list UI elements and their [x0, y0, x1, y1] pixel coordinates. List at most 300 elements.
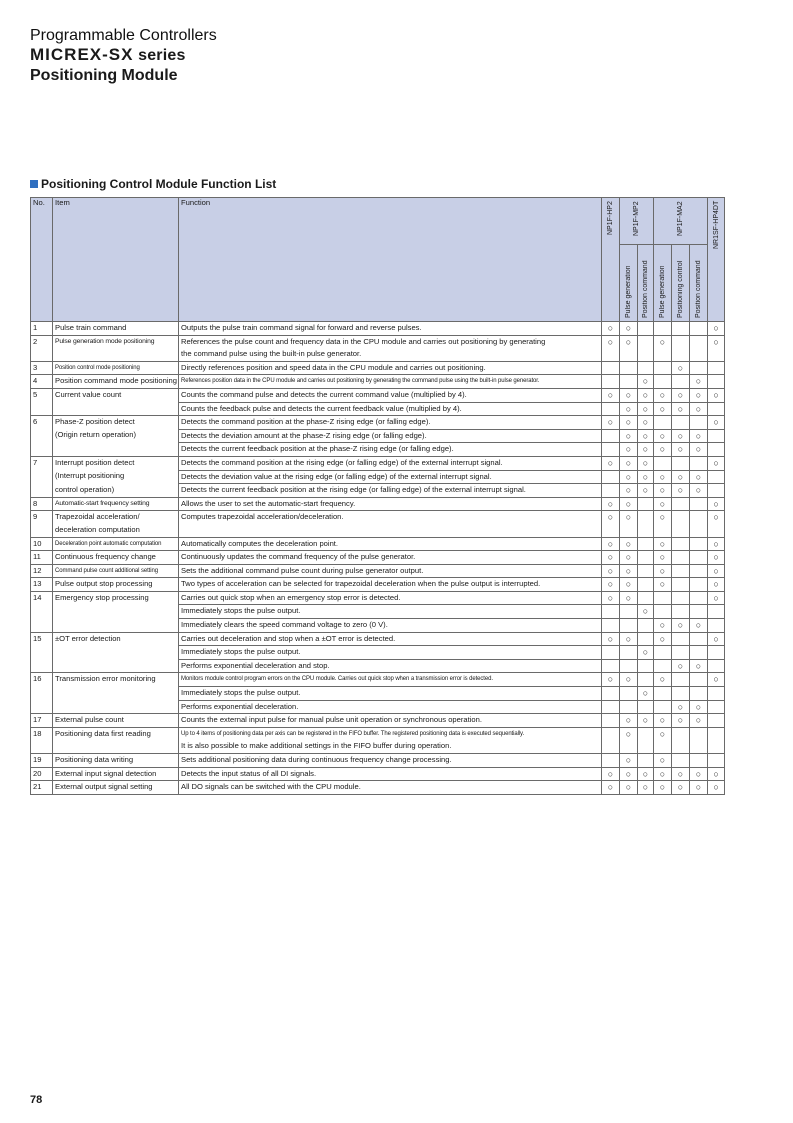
row-item: deceleration computation — [53, 524, 179, 537]
table-row — [31, 524, 725, 537]
empty-cell — [672, 416, 690, 430]
support-mark: ○ — [620, 388, 638, 402]
row-number — [31, 740, 53, 753]
empty-cell — [654, 456, 672, 470]
support-mark: ○ — [620, 754, 638, 768]
row-function: Detects the deviation amount at the phase-Z rising edge (or falling edge). — [179, 429, 602, 443]
row-function: Directly references position and speed data in the CPU module and carries out positioning. — [179, 361, 602, 375]
empty-cell — [690, 335, 708, 348]
empty-cell — [690, 348, 708, 361]
empty-cell — [602, 619, 620, 633]
empty-cell — [638, 700, 654, 714]
table-row — [31, 551, 725, 565]
support-mark: ○ — [602, 511, 620, 524]
empty-cell — [620, 524, 638, 537]
support-mark: ○ — [690, 429, 708, 443]
series-suffix: series — [133, 47, 186, 64]
empty-cell — [602, 687, 620, 701]
empty-cell — [690, 497, 708, 511]
table-row — [31, 591, 725, 605]
support-mark: ○ — [602, 551, 620, 565]
table-row — [31, 659, 725, 673]
support-mark: ○ — [654, 564, 672, 578]
row-item: Command pulse count additional setting — [53, 564, 179, 578]
empty-cell — [602, 375, 620, 389]
row-function: Performs exponential deceleration. — [179, 700, 602, 714]
row-item: ±OT error detection — [53, 632, 179, 646]
support-mark: ○ — [690, 470, 708, 484]
empty-cell — [672, 335, 690, 348]
support-mark: ○ — [638, 767, 654, 781]
empty-cell — [690, 754, 708, 768]
table-row — [31, 687, 725, 701]
row-function: Counts the external input pulse for manual pulse unit operation or synchronous operation. — [179, 714, 602, 728]
row-item: Emergency stop processing — [53, 591, 179, 605]
empty-cell — [638, 348, 654, 361]
row-function: Carries out deceleration and stop when a ±OT error is detected. — [179, 632, 602, 646]
row-number: 18 — [31, 727, 53, 740]
empty-cell — [708, 443, 725, 457]
row-function: Up to 4 items of positioning data per axis can be registered in the FIFO buffer. The registered positioning data is executed sequentially. — [179, 727, 602, 740]
row-item: Position control mode positioning — [53, 361, 179, 375]
row-function: Detects the command position at the rising edge (or falling edge) of the external interrupt signal. — [179, 456, 602, 470]
table-row — [31, 619, 725, 633]
empty-cell — [690, 727, 708, 740]
table-row — [31, 335, 725, 348]
support-mark: ○ — [620, 781, 638, 795]
support-mark: ○ — [620, 727, 638, 740]
table-header-row-1 — [31, 198, 725, 245]
support-mark: ○ — [620, 429, 638, 443]
empty-cell — [708, 484, 725, 498]
row-number: 3 — [31, 361, 53, 375]
support-mark: ○ — [620, 402, 638, 416]
row-item — [53, 605, 179, 619]
support-mark: ○ — [708, 388, 725, 402]
support-mark: ○ — [638, 402, 654, 416]
table-row — [31, 727, 725, 740]
row-function: Counts the command pulse and detects the current command value (multiplied by 4). — [179, 388, 602, 402]
row-item: (Interrupt positioning — [53, 470, 179, 484]
row-number — [31, 402, 53, 416]
empty-cell — [620, 619, 638, 633]
empty-cell — [690, 564, 708, 578]
empty-cell — [638, 740, 654, 753]
empty-cell — [708, 754, 725, 768]
support-mark: ○ — [708, 322, 725, 336]
empty-cell — [690, 740, 708, 753]
empty-cell — [708, 361, 725, 375]
row-function: Automatically computes the deceleration point. — [179, 537, 602, 551]
row-item: Pulse train command — [53, 322, 179, 336]
row-function: Monitors module control program errors on the CPU module. Carries out quick stop when a transmission error is detected. — [179, 673, 602, 687]
support-mark: ○ — [708, 632, 725, 646]
empty-cell — [708, 348, 725, 361]
row-function: Detects the deviation value at the rising edge (or falling edge) of the external interrupt signal. — [179, 470, 602, 484]
empty-cell — [638, 578, 654, 592]
empty-cell — [672, 524, 690, 537]
support-mark: ○ — [620, 714, 638, 728]
row-item: Pulse output stop processing — [53, 578, 179, 592]
row-item: Positioning data first reading — [53, 727, 179, 740]
support-mark: ○ — [620, 443, 638, 457]
row-function: Computes trapezoidal acceleration/deceleration. — [179, 511, 602, 524]
row-function: the command pulse using the built-in pulse generator. — [179, 348, 602, 361]
row-function: Immediately stops the pulse output. — [179, 687, 602, 701]
support-mark: ○ — [638, 429, 654, 443]
row-item — [53, 740, 179, 753]
support-mark: ○ — [672, 429, 690, 443]
row-item: Current value count — [53, 388, 179, 402]
support-mark: ○ — [602, 456, 620, 470]
support-mark: ○ — [708, 497, 725, 511]
support-mark: ○ — [654, 754, 672, 768]
support-mark: ○ — [708, 335, 725, 348]
empty-cell — [708, 470, 725, 484]
table-row — [31, 564, 725, 578]
support-mark: ○ — [602, 632, 620, 646]
empty-cell — [672, 537, 690, 551]
row-function: Carries out quick stop when an emergency stop error is detected. — [179, 591, 602, 605]
row-number: 5 — [31, 388, 53, 402]
row-item: Positioning data writing — [53, 754, 179, 768]
empty-cell — [690, 524, 708, 537]
empty-cell — [638, 564, 654, 578]
row-item — [53, 646, 179, 660]
row-number: 2 — [31, 335, 53, 348]
empty-cell — [690, 578, 708, 592]
empty-cell — [708, 740, 725, 753]
row-number: 17 — [31, 714, 53, 728]
empty-cell — [708, 524, 725, 537]
empty-cell — [602, 524, 620, 537]
empty-cell — [620, 348, 638, 361]
support-mark: ○ — [654, 673, 672, 687]
table-row — [31, 322, 725, 336]
support-mark: ○ — [672, 443, 690, 457]
empty-cell — [620, 375, 638, 389]
row-function: Two types of acceleration can be selected for trapezoidal deceleration when the pulse output is interrupted. — [179, 578, 602, 592]
support-mark: ○ — [602, 591, 620, 605]
support-mark: ○ — [654, 619, 672, 633]
support-mark: ○ — [672, 781, 690, 795]
row-function: Sets the additional command pulse count during pulse generator output. — [179, 564, 602, 578]
row-number — [31, 348, 53, 361]
support-mark: ○ — [602, 781, 620, 795]
support-mark: ○ — [690, 402, 708, 416]
row-number: 14 — [31, 591, 53, 605]
empty-cell — [654, 375, 672, 389]
row-function: Detects the current feedback position at the rising edge (or falling edge) of the external interrupt signal. — [179, 484, 602, 498]
row-item: External pulse count — [53, 714, 179, 728]
row-number: 20 — [31, 767, 53, 781]
support-mark: ○ — [672, 619, 690, 633]
empty-cell — [638, 754, 654, 768]
empty-cell — [654, 361, 672, 375]
header-item: Item — [53, 198, 179, 322]
row-function: Continuously updates the command frequency of the pulse generator. — [179, 551, 602, 565]
support-mark: ○ — [690, 714, 708, 728]
table-row — [31, 767, 725, 781]
support-mark: ○ — [672, 470, 690, 484]
empty-cell — [602, 727, 620, 740]
header-model-mp2: NP1F-MP2 — [620, 198, 654, 245]
support-mark: ○ — [654, 511, 672, 524]
row-function: References the pulse count and frequency data in the CPU module and carries out positioning by generating — [179, 335, 602, 348]
support-mark: ○ — [654, 497, 672, 511]
support-mark: ○ — [620, 511, 638, 524]
header-no: No. — [31, 198, 53, 322]
empty-cell — [620, 740, 638, 753]
empty-cell — [672, 511, 690, 524]
empty-cell — [672, 322, 690, 336]
empty-cell — [672, 740, 690, 753]
table-row — [31, 605, 725, 619]
support-mark: ○ — [638, 456, 654, 470]
row-function: Performs exponential deceleration and stop. — [179, 659, 602, 673]
row-item: Deceleration point automatic computation — [53, 537, 179, 551]
row-item: control operation) — [53, 484, 179, 498]
row-number — [31, 659, 53, 673]
empty-cell — [654, 605, 672, 619]
support-mark: ○ — [654, 335, 672, 348]
empty-cell — [672, 754, 690, 768]
row-item — [53, 443, 179, 457]
row-number — [31, 605, 53, 619]
table-row — [31, 537, 725, 551]
empty-cell — [672, 687, 690, 701]
row-number: 8 — [31, 497, 53, 511]
support-mark: ○ — [638, 388, 654, 402]
support-mark: ○ — [602, 416, 620, 430]
table-row — [31, 361, 725, 375]
support-mark: ○ — [620, 551, 638, 565]
row-number: 11 — [31, 551, 53, 565]
empty-cell — [602, 443, 620, 457]
empty-cell — [620, 646, 638, 660]
row-number: 16 — [31, 673, 53, 687]
row-item: Trapezoidal acceleration/ — [53, 511, 179, 524]
row-number: 1 — [31, 322, 53, 336]
table-row — [31, 511, 725, 524]
table-row — [31, 470, 725, 484]
empty-cell — [672, 497, 690, 511]
empty-cell — [638, 619, 654, 633]
table-row — [31, 673, 725, 687]
empty-cell — [638, 322, 654, 336]
empty-cell — [638, 511, 654, 524]
empty-cell — [672, 564, 690, 578]
row-number: 19 — [31, 754, 53, 768]
support-mark: ○ — [708, 456, 725, 470]
row-function: Immediately stops the pulse output. — [179, 646, 602, 660]
support-mark: ○ — [620, 632, 638, 646]
support-mark: ○ — [620, 335, 638, 348]
table-row — [31, 429, 725, 443]
empty-cell — [654, 659, 672, 673]
support-mark: ○ — [672, 388, 690, 402]
support-mark: ○ — [602, 564, 620, 578]
row-number: 10 — [31, 537, 53, 551]
empty-cell — [602, 402, 620, 416]
empty-cell — [672, 673, 690, 687]
support-mark: ○ — [638, 714, 654, 728]
empty-cell — [602, 646, 620, 660]
support-mark: ○ — [638, 781, 654, 795]
empty-cell — [672, 375, 690, 389]
support-mark: ○ — [654, 537, 672, 551]
empty-cell — [708, 402, 725, 416]
empty-cell — [602, 659, 620, 673]
support-mark: ○ — [620, 537, 638, 551]
brand-logo-text: MICREX-SX — [30, 45, 134, 64]
support-mark: ○ — [672, 714, 690, 728]
row-number — [31, 646, 53, 660]
row-item: External output signal setting — [53, 781, 179, 795]
empty-cell — [602, 700, 620, 714]
empty-cell — [638, 361, 654, 375]
empty-cell — [602, 754, 620, 768]
empty-cell — [672, 348, 690, 361]
empty-cell — [638, 673, 654, 687]
row-item — [53, 348, 179, 361]
header-ma2-positioning-control: Positioning control — [672, 245, 690, 322]
row-item — [53, 402, 179, 416]
row-number: 12 — [31, 564, 53, 578]
table-row — [31, 700, 725, 714]
support-mark: ○ — [708, 578, 725, 592]
support-mark: ○ — [708, 416, 725, 430]
empty-cell — [690, 687, 708, 701]
header-mp2-pulse-generation: Pulse generation — [620, 245, 638, 322]
row-item: Pulse generation mode positioning — [53, 335, 179, 348]
empty-cell — [654, 322, 672, 336]
empty-cell — [708, 700, 725, 714]
row-item — [53, 687, 179, 701]
support-mark: ○ — [690, 484, 708, 498]
empty-cell — [654, 687, 672, 701]
support-mark: ○ — [638, 470, 654, 484]
empty-cell — [620, 700, 638, 714]
empty-cell — [672, 456, 690, 470]
support-mark: ○ — [620, 456, 638, 470]
support-mark: ○ — [708, 564, 725, 578]
support-mark: ○ — [708, 537, 725, 551]
table-row — [31, 632, 725, 646]
support-mark: ○ — [654, 443, 672, 457]
empty-cell — [638, 551, 654, 565]
row-item: Transmission error monitoring — [53, 673, 179, 687]
row-number — [31, 484, 53, 498]
support-mark: ○ — [708, 591, 725, 605]
support-mark: ○ — [672, 767, 690, 781]
row-item: Interrupt position detect — [53, 456, 179, 470]
empty-cell — [638, 497, 654, 511]
header-ma2-pulse-generation: Pulse generation — [654, 245, 672, 322]
support-mark: ○ — [690, 619, 708, 633]
empty-cell — [690, 605, 708, 619]
support-mark: ○ — [602, 537, 620, 551]
support-mark: ○ — [654, 578, 672, 592]
empty-cell — [602, 740, 620, 753]
support-mark: ○ — [654, 484, 672, 498]
support-mark: ○ — [620, 470, 638, 484]
empty-cell — [638, 537, 654, 551]
row-number: 4 — [31, 375, 53, 389]
table-row — [31, 456, 725, 470]
empty-cell — [654, 646, 672, 660]
row-function: Immediately stops the pulse output. — [179, 605, 602, 619]
empty-cell — [708, 659, 725, 673]
row-number: 21 — [31, 781, 53, 795]
empty-cell — [708, 429, 725, 443]
table-row — [31, 646, 725, 660]
empty-cell — [654, 348, 672, 361]
support-mark: ○ — [602, 388, 620, 402]
square-bullet-icon — [30, 180, 38, 188]
section-title-text: Positioning Control Module Function List — [41, 177, 277, 191]
row-number: 9 — [31, 511, 53, 524]
row-number — [31, 429, 53, 443]
empty-cell — [654, 591, 672, 605]
row-function: It is also possible to make additional settings in the FIFO buffer during operation. — [179, 740, 602, 753]
row-item — [53, 659, 179, 673]
support-mark: ○ — [672, 402, 690, 416]
empty-cell — [672, 578, 690, 592]
empty-cell — [602, 470, 620, 484]
table-row — [31, 714, 725, 728]
table-row — [31, 375, 725, 389]
empty-cell — [672, 646, 690, 660]
support-mark: ○ — [638, 375, 654, 389]
support-mark: ○ — [672, 361, 690, 375]
table-row — [31, 740, 725, 753]
support-mark: ○ — [638, 484, 654, 498]
support-mark: ○ — [620, 564, 638, 578]
row-number — [31, 700, 53, 714]
row-number: 6 — [31, 416, 53, 430]
empty-cell — [602, 484, 620, 498]
table-row — [31, 443, 725, 457]
support-mark: ○ — [620, 767, 638, 781]
empty-cell — [654, 740, 672, 753]
empty-cell — [690, 511, 708, 524]
support-mark: ○ — [654, 388, 672, 402]
support-mark: ○ — [672, 484, 690, 498]
support-mark: ○ — [602, 578, 620, 592]
header-product: Positioning Module — [30, 67, 178, 84]
empty-cell — [638, 591, 654, 605]
row-function: Detects the input status of all DI signals. — [179, 767, 602, 781]
row-item: Position command mode positioning — [53, 375, 179, 389]
header-series — [30, 45, 217, 66]
empty-cell — [690, 361, 708, 375]
empty-cell — [708, 714, 725, 728]
empty-cell — [672, 727, 690, 740]
support-mark: ○ — [654, 429, 672, 443]
row-item — [53, 700, 179, 714]
support-mark: ○ — [620, 591, 638, 605]
empty-cell — [690, 646, 708, 660]
empty-cell — [602, 361, 620, 375]
support-mark: ○ — [638, 687, 654, 701]
empty-cell — [690, 322, 708, 336]
row-function: All DO signals can be switched with the CPU module. — [179, 781, 602, 795]
empty-cell — [690, 632, 708, 646]
support-mark: ○ — [690, 659, 708, 673]
row-function: Outputs the pulse train command signal for forward and reverse pulses. — [179, 322, 602, 336]
support-mark: ○ — [708, 511, 725, 524]
